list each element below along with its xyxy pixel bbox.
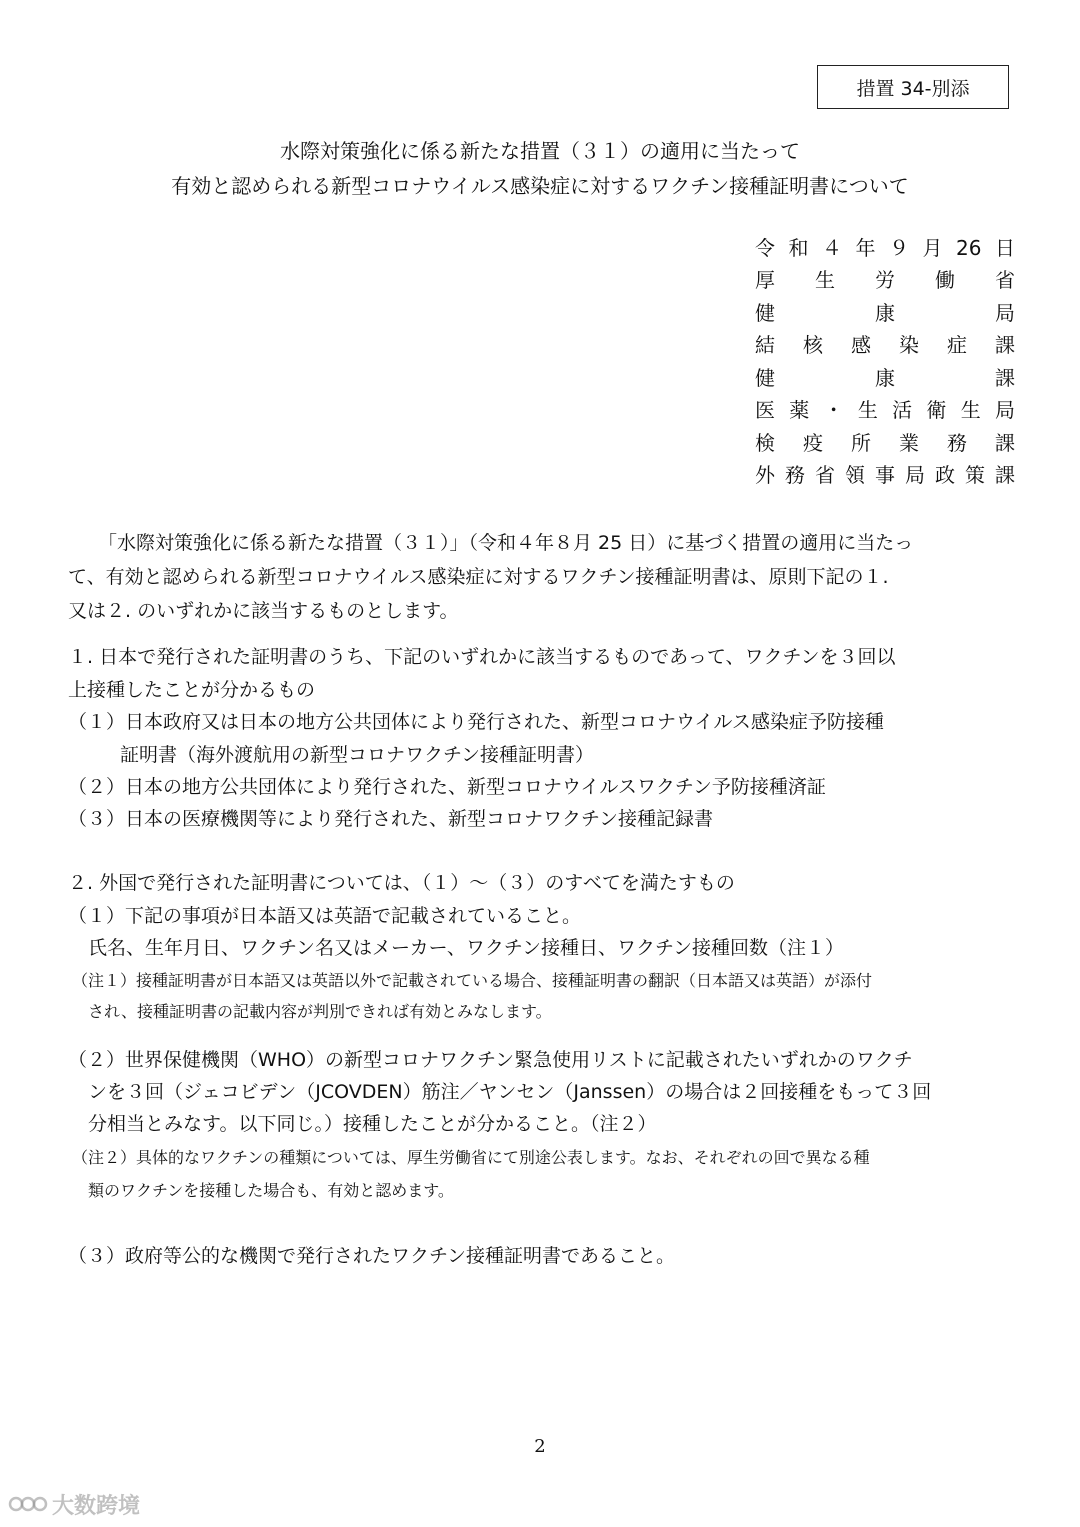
note-2-line-2: 類のワクチンを接種した場合も、有効と認めます。 [88, 1181, 454, 1200]
intro-line-1: 「水際対策強化に係る新たな措置（３１）」（令和４年８月 25 日）に基づく措置の適用に当たっ [98, 532, 914, 554]
issuer-char: 省 [815, 463, 835, 487]
issuer-char: 局 [905, 463, 925, 487]
note-1-line-1: （注１）接種証明書が日本語又は英語以外で記載されている場合、接種証明書の翻訳（日本語又は英語）が添付 [72, 971, 873, 990]
issuer-char: 業 [899, 431, 919, 455]
section-1-heading-line-1: １. 日本で発行された証明書のうち、下記のいずれかに該当するものであって、ワクチンを３回以 [68, 646, 896, 668]
issuer-char: 生 [815, 268, 835, 292]
page-number: 2 [534, 1436, 546, 1457]
document-title-line-2: 有効と認められる新型コロナウイルス感染症に対するワクチン接種証明書について [171, 174, 909, 198]
issuer-char: 務 [785, 463, 805, 487]
issuer-line-4 [755, 329, 1015, 361]
issuer-char: 労 [875, 268, 895, 292]
issuer-line-2 [755, 264, 1015, 296]
watermark [8, 1490, 158, 1518]
issuer-char: ４ [822, 236, 842, 260]
issuer-char: 策 [965, 463, 985, 487]
issuer-char: 染 [899, 333, 919, 357]
section-1-item-1-line-1: （１）日本政府又は日本の地方公共団体により発行された、新型コロナウイルス感染症予防接種 [68, 711, 884, 733]
issuer-char: 所 [851, 431, 871, 455]
issuer-char: 働 [935, 268, 955, 292]
issuer-char: 感 [851, 333, 871, 357]
issuer-char: 厚 [755, 268, 775, 292]
section-2-item-2-line-3: 分相当とみなす。以下同じ。）接種したことが分かること。（注２） [88, 1113, 657, 1135]
section-1-item-3: （３）日本の医療機関等により発行された、新型コロナワクチン接種記録書 [68, 808, 714, 830]
issuer-line-3 [755, 297, 1015, 329]
issuer-line-6 [755, 394, 1015, 426]
issuer-char: 課 [995, 431, 1015, 455]
issuer-char: 和 [788, 236, 809, 260]
issuer-char: 年 [855, 236, 876, 260]
issuer-char: 外 [755, 463, 775, 487]
section-1-item-1-line-2: 証明書（海外渡航用の新型コロナワクチン接種証明書） [120, 744, 595, 766]
issuer-char: 領 [845, 463, 865, 487]
issuer-char: 健 [755, 366, 775, 390]
issuer-char: 局 [994, 398, 1015, 422]
section-2-item-2-line-1: （２）世界保健機関（WHO）の新型コロナワクチン緊急使用リストに記載されたいずれかのワクチ [68, 1049, 913, 1071]
issuer-char: ９ [889, 236, 909, 260]
issuer-char: 康 [875, 366, 895, 390]
issuer-char: 月 [922, 236, 943, 260]
issuer-char: 課 [995, 463, 1015, 487]
issuer-char: 疫 [803, 431, 823, 455]
issuer-char: 健 [755, 301, 775, 325]
issuer-line-1 [755, 232, 1015, 264]
issuer-line-8 [755, 459, 1015, 491]
section-1-heading-line-2: 上接種したことが分かるもの [68, 679, 316, 701]
issuer-char: 症 [947, 333, 967, 357]
issuer-char: 結 [755, 333, 775, 357]
issuer-char: ・ [823, 398, 844, 422]
note-2-line-1: （注２）具体的なワクチンの種類については、厚生労働省にて別途公表します。なお、それぞれの回で異なる種 [72, 1148, 870, 1167]
intro-line-3: 又は２. のいずれかに該当するものとします。 [68, 600, 459, 622]
issuer-char: 生 [857, 398, 878, 422]
issuer-char: 生 [960, 398, 981, 422]
section-1-item-2: （２）日本の地方公共団体により発行された、新型コロナウイルスワクチン予防接種済証 [68, 776, 826, 798]
issuer-char: 省 [995, 268, 1015, 292]
issuer-line-7 [755, 427, 1015, 459]
issuer-char: 活 [892, 398, 913, 422]
issuer-char: 薬 [789, 398, 810, 422]
section-2-item-2-line-2: ンを３回（ジェコビデン（JCOVDEN）筋注／ヤンセン（Janssen）の場合は２回接種をもって３回 [88, 1081, 932, 1103]
issuer-char: 務 [947, 431, 967, 455]
issuer-char: 局 [995, 301, 1015, 325]
section-2-item-1: （１）下記の事項が日本語又は英語で記載されていること。 [68, 905, 582, 927]
issuer-char: 核 [803, 333, 823, 357]
watermark-logo-icon [8, 1492, 48, 1516]
section-2-item-1-detail: 氏名、生年月日、ワクチン名又はメーカー、ワクチン接種日、ワクチン接種回数（注１） [88, 937, 845, 959]
watermark-text: 大数跨境 [52, 1493, 141, 1519]
issuer-char: 検 [755, 431, 775, 455]
issuer-char: 政 [935, 463, 955, 487]
intro-line-2: て、有効と認められる新型コロナウイルス感染症に対するワクチン接種証明書は、原則下記の１. [68, 566, 889, 588]
issuer-char: 課 [995, 333, 1015, 357]
section-2-item-3: （３）政府等公的な機関で発行されたワクチン接種証明書であること。 [68, 1245, 676, 1267]
issuer-char: 課 [995, 366, 1015, 390]
issuer-char: 日 [994, 236, 1015, 260]
measure-reference-box [817, 65, 1009, 109]
document-title-line-1: 水際対策強化に係る新たな措置（３１）の適用に当たって [280, 139, 800, 163]
measure-reference-label: 措置 34-別添 [856, 77, 970, 100]
issuer-char: 令 [755, 236, 775, 260]
issuer-char: 事 [875, 463, 895, 487]
section-2-heading: ２. 外国で発行された証明書については、（１）～（３）のすべてを満たすもの [68, 872, 735, 894]
issuer-char: 26 [956, 236, 982, 260]
issuer-char: 医 [755, 398, 775, 422]
issuer-line-5 [755, 362, 1015, 394]
issuer-char: 康 [875, 301, 895, 325]
issuer-char: 衛 [926, 398, 947, 422]
note-1-line-2: され、接種証明書の記載内容が判別できれば有効とみなします。 [88, 1002, 552, 1021]
